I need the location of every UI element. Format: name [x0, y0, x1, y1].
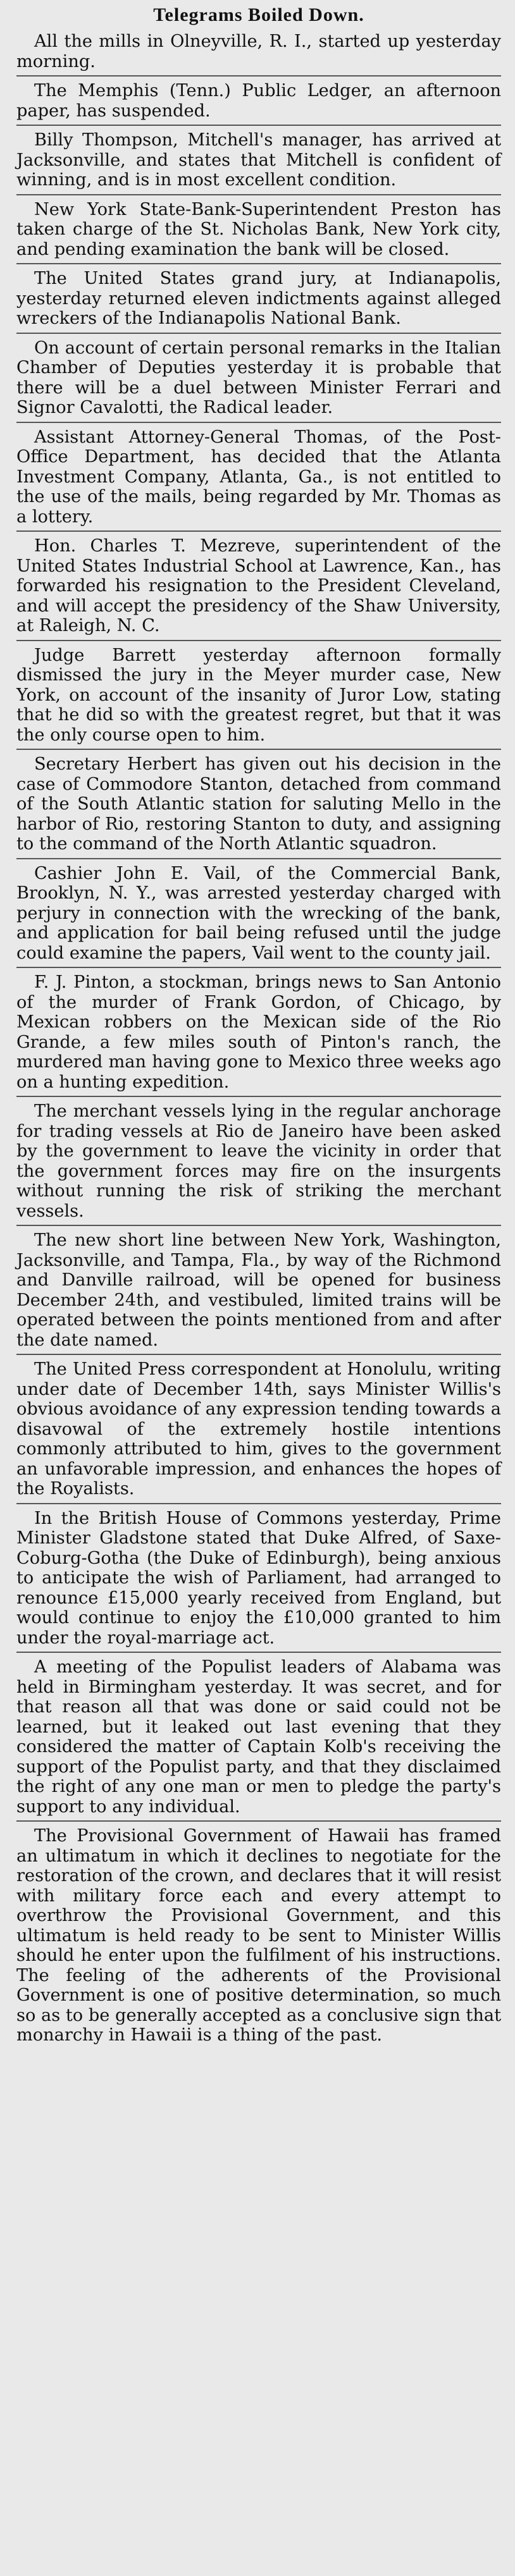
news-item: A meeting of the Populist leaders of Alabama was held in Birmingham yesterday. It was secret, and for that reason all that was done or said could not be learned, but it leaked out last evening that they considered the matter of Captain Kolb's receiving the support of the Populist party, and that they disclaimed the right of any one man or men to pledge the party's support to any individual.: [16, 1657, 501, 1817]
item-divider: [16, 1096, 501, 1097]
news-item: The Memphis (Tenn.) Public Ledger, an afternoon paper, has suspended.: [16, 81, 501, 121]
item-divider: [16, 125, 501, 126]
news-item: Hon. Charles T. Mezreve, superintendent of the United States Industrial School at Lawrence, Kan., has forwarded his resignation to the President Cleveland, and will accept the presidency of the Shaw University, at Raleigh, N. C.: [16, 536, 501, 635]
news-item: The United Press correspondent at Honolulu, writing under date of December 14th, says Minister Willis's obvious avoidance of any expression tending towards a disavowal of the extremely hostile intentions commonly attributed to him, gives to the government an unfavorable impression, and enhances the hopes of the Royalists.: [16, 1359, 501, 1499]
news-item: Secretary Herbert has given out his decision in the case of Commodore Stanton, detached from command of the South Atlantic station for saluting Mello in the harbor of Rio, restoring Stanton to duty, and assigning to the command of the North Atlantic squadron.: [16, 754, 501, 854]
item-divider: [16, 1820, 501, 1822]
item-divider: [16, 75, 501, 77]
news-item: New York State-Bank-Superintendent Preston has taken charge of the St. Nicholas Bank, New York city, and pending examination the bank will be closed.: [16, 199, 501, 259]
item-divider: [16, 263, 501, 264]
news-item: Assistant Attorney-General Thomas, of the Post-Office Department, has decided that the Atlanta Investment Company, Atlanta, Ga., is not entitled to the use of the mails, being regarded by Mr. Thomas as a lottery.: [16, 427, 501, 527]
item-divider: [16, 749, 501, 750]
item-divider: [16, 333, 501, 334]
news-item: The merchant vessels lying in the regular anchorage for trading vessels at Rio de Janeiro have been asked by the government to leave the vicinity in order that the government forces may fire on the insurgents without running the risk of striking the merchant vessels.: [16, 1101, 501, 1221]
news-item: All the mills in Olneyville, R. I., started up yesterday morning.: [16, 32, 501, 71]
item-divider: [16, 1503, 501, 1504]
column-headline: Telegrams Boiled Down.: [153, 4, 364, 25]
news-item: Billy Thompson, Mitchell's manager, has arrived at Jacksonville, and states that Mitchell is confident of winning, and is in most excellent condition.: [16, 130, 501, 190]
item-divider: [16, 1652, 501, 1653]
item-divider: [16, 422, 501, 423]
item-divider: [16, 640, 501, 641]
news-item: On account of certain personal remarks in the Italian Chamber of Deputies yesterday it is probable that there will be a duel between Minister Ferrari and Signor Cavalotti, the Radical leader.: [16, 338, 501, 417]
news-item: The new short line between New York, Washington, Jacksonville, and Tampa, Fla., by way of the Richmond and Danville railroad, will be opened for business December 24th, and vestibuled, limited trains will be operated between the points mentioned from and after the date named.: [16, 1230, 501, 1350]
item-divider: [16, 194, 501, 195]
item-divider: [16, 1225, 501, 1226]
item-divider: [16, 531, 501, 532]
news-item: The Provisional Government of Hawaii has framed an ultimatum in which it declines to negotiate for the restoration of the crown, and declares that it will resist with military force each and every attempt to overthrow the Provisional Government, and this ultimatum is held ready to be sent to Minister Willis should he enter upon the fulfilment of his instructions. The feeling of the adherents of the Provisional Government is one of positive determination, so much so as to be generally accepted as a conclusive sign that monarchy in Hawaii is a thing of the past.: [16, 1826, 501, 2045]
news-item: The United States grand jury, at Indianapolis, yesterday returned eleven indictments against alleged wreckers of the Indianapolis National Bank.: [16, 269, 501, 328]
news-item: F. J. Pinton, a stockman, brings news to San Antonio of the murder of Frank Gordon, of Chicago, by Mexican robbers on the Mexican side of the Rio Grande, a few miles south of Pinton's ranch, the murdered man having gone to Mexico three weeks ago on a hunting expedition.: [16, 972, 501, 1092]
item-divider: [16, 967, 501, 968]
item-divider: [16, 1354, 501, 1355]
item-divider: [16, 858, 501, 859]
news-item: Cashier John E. Vail, of the Commercial Bank, Brooklyn, N. Y., was arrested yesterday charged with perjury in connection with the wrecking of the bank, and application for bail being refused until the judge could examine the papers, Vail went to the county jail.: [16, 863, 501, 963]
news-item: In the British House of Commons yesterday, Prime Minister Gladstone stated that Duke Alfred, of Saxe-Coburg-Gotha (the Duke of Edinburgh), being anxious to anticipate the wish of Parliament, had arranged to renounce £15,000 yearly received from England, but would continue to enjoy the £10,000 granted to him under the royal-marriage act.: [16, 1508, 501, 1648]
news-item: Judge Barrett yesterday afternoon formally dismissed the jury in the Meyer murder case, New York, on account of the insanity of Juror Low, stating that he did so with the greatest regret, but that it was the only course open to him.: [16, 645, 501, 745]
